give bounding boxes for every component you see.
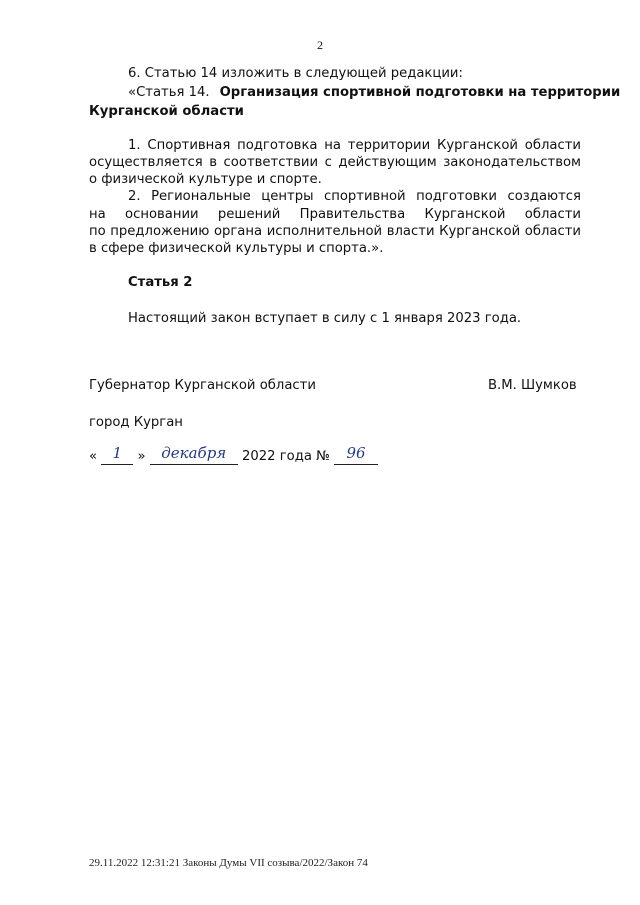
article-2-heading: Статья 2 <box>128 275 193 290</box>
date-line <box>89 446 378 465</box>
month-blank <box>150 446 238 465</box>
paragraph-1-line1: 1. Спортивная подготовка на территории Курганской области <box>128 138 581 153</box>
page-number: 2 <box>317 38 323 52</box>
number-blank <box>334 446 378 465</box>
article-14-heading-line2: Курганской области <box>89 104 244 119</box>
paragraph-2-line1: 2. Региональные центры спортивной подготовки создаются <box>128 189 581 204</box>
paragraph-2-line3: по предложению органа исполнительной власти Курганской области <box>89 224 581 239</box>
handwritten-month: декабря <box>161 444 227 462</box>
handwritten-number: 96 <box>346 444 366 462</box>
paragraph-2-line4: в сфере физической культуры и спорта.». <box>89 241 384 256</box>
item-6-instruction: 6. Статью 14 изложить в следующей редакции: <box>128 66 463 81</box>
article-2-text: Настоящий закон вступает в силу с 1 января 2023 года. <box>128 311 522 326</box>
handwritten-day: 1 <box>112 444 123 462</box>
paragraph-2-line2: на основании решений Правительства Курганской области <box>89 207 581 222</box>
paragraph-1-line2: осуществляется в соответствии с действующим законодательством <box>89 155 581 170</box>
year-number-label: 2022 года № <box>241 449 330 464</box>
close-quote: » <box>137 449 146 464</box>
paragraph-1-line3: о физической культуре и спорте. <box>89 172 322 187</box>
article-14-prefix: «Статья 14. <box>128 85 210 100</box>
article-14-heading-line1 <box>128 83 621 102</box>
footer-stamp: 29.11.2022 12:31:21 Законы Думы VII созыва/2022/Закон 74 <box>89 857 368 869</box>
day-blank <box>101 446 133 465</box>
open-quote: « <box>89 449 98 464</box>
city-line: город Курган <box>89 415 183 430</box>
article-14-title: Организация спортивной подготовки на территории <box>219 85 621 100</box>
signature-name: В.М. Шумков <box>488 378 577 393</box>
signature-position: Губернатор Курганской области <box>89 378 316 393</box>
